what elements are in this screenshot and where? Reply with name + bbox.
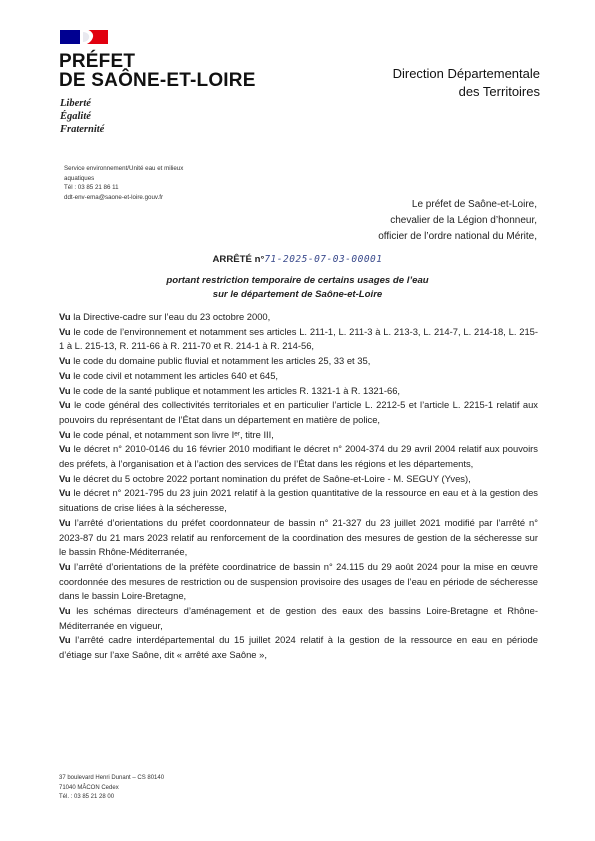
visa-item [59, 516, 538, 560]
prefet-line1: PRÉFET [59, 51, 136, 72]
visa-vu-label: Vu [59, 516, 71, 528]
visa-text: les schémas directeurs d’aménagement et de gestion des eaux des bassins Loire-Bretagne et Rhône-Méditerranée en vigueur, [59, 605, 538, 631]
devise [60, 97, 104, 136]
service-phone: Tél : 03 85 21 86 11 [64, 184, 119, 192]
visa-item [59, 310, 538, 325]
signatory-line2: chevalier de la Légion d’honneur, [390, 215, 537, 226]
visa-item [59, 604, 538, 633]
visa-item [59, 486, 538, 515]
service-line2: aquatiques [64, 174, 95, 182]
direction-line2: des Territoires [458, 84, 540, 99]
visa-text: le code civil et notamment les articles 640 et 645, [70, 369, 279, 381]
signatory-line3: officier de l’ordre national du Mérite, [378, 231, 537, 242]
arrete-subtitle-line2: sur le département de Saône-et-Loire [212, 289, 383, 300]
visa-text: la Directive-cadre sur l’eau du 23 octobre 2000, [70, 311, 271, 322]
visa-text: le code pénal, et notamment son livre Iᵉʳ, titre III, [70, 428, 274, 440]
visa-vu-label: Vu [59, 443, 71, 455]
visa-item [59, 325, 538, 354]
visa-vu-label: Vu [59, 487, 71, 499]
visa-vu-label: Vu [59, 560, 71, 572]
devise-liberte: Liberté [60, 98, 91, 109]
direction-block [393, 65, 540, 101]
prefet-line2: DE SAÔNE-ET-LOIRE [59, 70, 256, 91]
visa-text: l’arrêté d’orientations de la préfète coordinatrice de bassin n° 24.115 du 29 août 2024 pour la mise en œuvre coordonnée des mesures de restriction ou de suspension provisoire des usages de l’eau en période de sécheresse dans le bassin Loire-Bretagne, [59, 560, 538, 602]
footer-line3: Tél. : 03 85 21 28 00 [59, 794, 115, 800]
devise-egalite: Égalité [60, 111, 91, 122]
direction-line1: Direction Départementale [392, 66, 540, 81]
service-block [64, 164, 254, 202]
footer-line2: 71040 MÂCON Cedex [59, 784, 119, 791]
visa-vu-label: Vu [59, 384, 71, 396]
visa-item [59, 442, 538, 471]
visa-vu-label: Vu [59, 325, 71, 337]
visa-item [59, 398, 538, 427]
arrete-heading [0, 253, 595, 267]
visa-text: le code général des collectivités territoriales et en particulier l’article L. 2212-5 et l’article L. 2215-1 relatif aux pouvoirs du représentant de l’État dans un département en matière de police, [59, 399, 538, 425]
visa-vu-label: Vu [59, 311, 71, 322]
visa-vu-label: Vu [59, 355, 71, 367]
visa-vu-label: Vu [59, 634, 71, 646]
visa-item [59, 633, 538, 662]
visa-text: le décret n° 2010-0146 du 16 février 2010 modifiant le décret n° 2004-374 du 29 avril 2004 relatif aux pouvoirs des préfets, à l’organisation et à l’action des services de l’État dans les régions et les départements, [59, 443, 538, 470]
visa-vu-label: Vu [59, 399, 71, 411]
visa-text: le décret du 5 octobre 2022 portant nomination du préfet de Saône-et-Loire - M. SEGUY (Yves), [70, 472, 471, 484]
visa-text: le code du domaine public fluvial et notamment les articles 25, 33 et 35, [70, 355, 371, 367]
marianne-logo-icon [60, 26, 110, 48]
visa-item [59, 472, 538, 487]
visa-text: le code de la santé publique et notamment les articles R. 1321-1 à R. 1321-66, [70, 384, 401, 396]
visa-text: l’arrêté cadre interdépartemental du 15 juillet 2024 relatif à la gestion de la ressource en eau en période d’étiage sur l’axe Saône, dit « arrêté axe Saône », [59, 634, 538, 661]
visas-list [59, 310, 538, 663]
prefet-title [59, 52, 256, 90]
signatory-block [378, 197, 537, 245]
visa-item [59, 354, 538, 369]
arrete-subtitle-line1: portant restriction temporaire de certains usages de l’eau [166, 275, 429, 286]
arrete-number: 71-2025-07-03-00001 [264, 254, 383, 265]
service-email[interactable]: ddt-env-ema@saone-et-loire.gouv.fr [64, 193, 164, 201]
visa-item [59, 560, 538, 604]
devise-fraternite: Fraternité [60, 124, 105, 135]
signatory-line1: Le préfet de Saône-et-Loire, [411, 199, 537, 210]
visa-item [59, 384, 538, 399]
visa-text: le décret n° 2021-795 du 23 juin 2021 relatif à la gestion quantitative de la ressource en eau et à la gestion des situations de crise liées à la sécheresse, [59, 487, 538, 514]
visa-item [59, 428, 538, 443]
visa-text: l’arrêté d’orientations du préfet coordonnateur de bassin n° 21-327 du 23 juillet 2021 modifié par l’arrêté n° 2023-87 du 21 mars 2023 relatif au renforcement de la coordination des mesures de gestion de la sécheresse sur le bassin Rhône-Méditerranée, [59, 516, 538, 558]
service-line1: Service environnement/Unité eau et milieux [64, 165, 184, 172]
visa-vu-label: Vu [59, 428, 71, 440]
visa-vu-label: Vu [59, 472, 71, 484]
visa-vu-label: Vu [59, 369, 71, 381]
arrete-label: ARRÊTÉ n° [212, 254, 265, 265]
footer-address [59, 774, 164, 803]
visa-vu-label: Vu [59, 605, 71, 617]
visa-item [59, 369, 538, 384]
visa-text: le code de l’environnement et notamment ses articles L. 211-1, L. 211-3 à L. 213-3, L. 214-7, L. 214-18, L. 215-1 à L. 215-13, R. 211-66 à R. 211-70 et R. 214-1 à R. 214-56, [59, 325, 538, 352]
footer-line1: 37 boulevard Henri Dunant – CS 80140 [59, 775, 165, 781]
arrete-subtitle [0, 274, 595, 302]
